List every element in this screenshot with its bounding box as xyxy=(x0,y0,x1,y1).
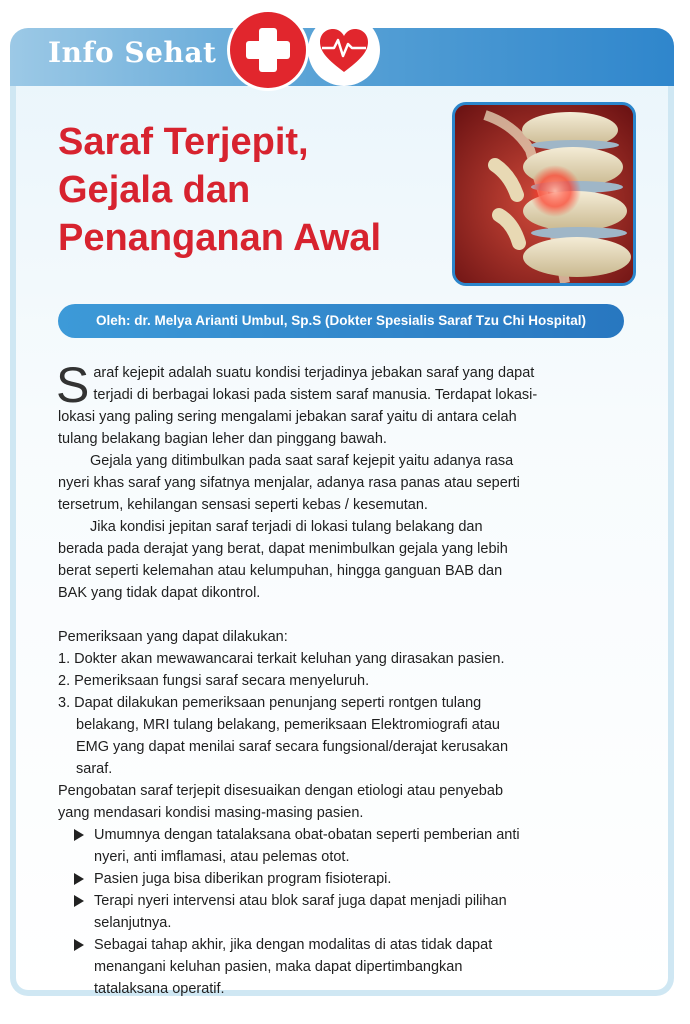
bullet-item xyxy=(58,934,624,1000)
text-line: tulang belakang bagian leher dan pinggang bawah. xyxy=(58,431,387,447)
exam-heading: Pemeriksaan yang dapat dilakukan: xyxy=(58,629,288,645)
text-line: selanjutnya. xyxy=(94,915,172,931)
text-line: araf kejepit adalah suatu kondisi terjadinya jebakan saraf yang dapat xyxy=(93,365,535,381)
spine-illustration xyxy=(452,102,636,286)
text-line: Terapi nyeri intervensi atau blok saraf juga dapat menjadi pilihan xyxy=(94,893,507,909)
text-line: yang mendasari kondisi masing-masing pasien. xyxy=(58,805,364,821)
triangle-bullet-icon xyxy=(74,829,84,841)
text-line: Sebagai tahap akhir, jika dengan modalitas di atas tidak dapat xyxy=(94,937,493,953)
text-line: tersetrum, kehilangan sensasi seperti kebas / kesemutan. xyxy=(58,497,428,513)
text-line: nyeri, anti imflamasi, atau pelemas otot. xyxy=(94,849,350,865)
bullet-item xyxy=(58,868,624,890)
triangle-bullet-icon xyxy=(74,873,84,885)
triangle-bullet-icon xyxy=(74,895,84,907)
text-line: BAK yang tidak dapat dikontrol. xyxy=(58,585,261,601)
text-line: 3. Dapat dilakukan pemeriksaan penunjang seperti rontgen tulang xyxy=(58,695,482,711)
text-line: Pasien juga bisa diberikan program fisioterapi. xyxy=(94,871,392,887)
exam-item: 1. Dokter akan mewawancarai terkait keluhan yang dirasakan pasien. xyxy=(58,651,505,667)
text-line: berada pada derajat yang berat, dapat menimbulkan gejala yang lebih xyxy=(58,541,508,557)
section-label: Info Sehat xyxy=(48,36,217,69)
heart-ecg-icon xyxy=(308,14,380,86)
text-line: belakang, MRI tulang belakang, pemeriksaan Elektromiografi atau xyxy=(76,717,500,733)
title-line: Penanganan Awal xyxy=(58,217,382,259)
title-line: Saraf Terjepit, xyxy=(58,121,309,163)
exam-item: 2. Pemeriksaan fungsi saraf secara menyeluruh. xyxy=(58,673,370,689)
text-line: berat seperti kelemahan atau kelumpuhan, hingga ganguan BAB dan xyxy=(58,563,503,579)
paragraph-severe xyxy=(58,516,624,604)
text-line: terjadi di berbagai lokasi pada sistem saraf manusia. Terdapat lokasi- xyxy=(93,387,538,403)
text-line: Pengobatan saraf terjepit disesuaikan dengan etiologi atau penyebab xyxy=(58,783,504,799)
text-line: EMG yang dapat menilai saraf secara fungsional/derajat kerusakan xyxy=(76,739,509,755)
title-line: Gejala dan xyxy=(58,169,251,211)
text-line: lokasi yang paling sering mengalami jebakan saraf yaitu di antara celah xyxy=(58,409,517,425)
paragraph-symptoms xyxy=(58,450,624,516)
medical-cross-icon xyxy=(230,12,306,88)
bullet-item xyxy=(58,824,624,868)
text-line: tatalaksana operatif. xyxy=(94,981,225,997)
article-body xyxy=(56,357,624,1000)
paragraph-intro xyxy=(56,357,624,450)
exam-item xyxy=(58,692,624,780)
text-line: Gejala yang ditimbulkan pada saat saraf kejepit yaitu adanya rasa xyxy=(90,453,514,469)
author-byline: Oleh: dr. Melya Arianti Umbul, Sp.S (Dokter Spesialis Saraf Tzu Chi Hospital) xyxy=(58,304,624,338)
text-line: saraf. xyxy=(76,761,113,777)
bullet-item xyxy=(58,890,624,934)
triangle-bullet-icon xyxy=(74,939,84,951)
text-line: nyeri khas saraf yang sifatnya menjalar, adanya rasa panas atau seperti xyxy=(58,475,520,491)
text-line: Jika kondisi jepitan saraf terjadi di lokasi tulang belakang dan xyxy=(90,519,483,535)
article-title xyxy=(58,118,438,262)
text-line: menangani keluhan pasien, maka dapat dipertimbangkan xyxy=(94,959,463,975)
text-line: Umumnya dengan tatalaksana obat-obatan seperti pemberian anti xyxy=(94,827,520,843)
drop-cap: S xyxy=(56,357,90,413)
